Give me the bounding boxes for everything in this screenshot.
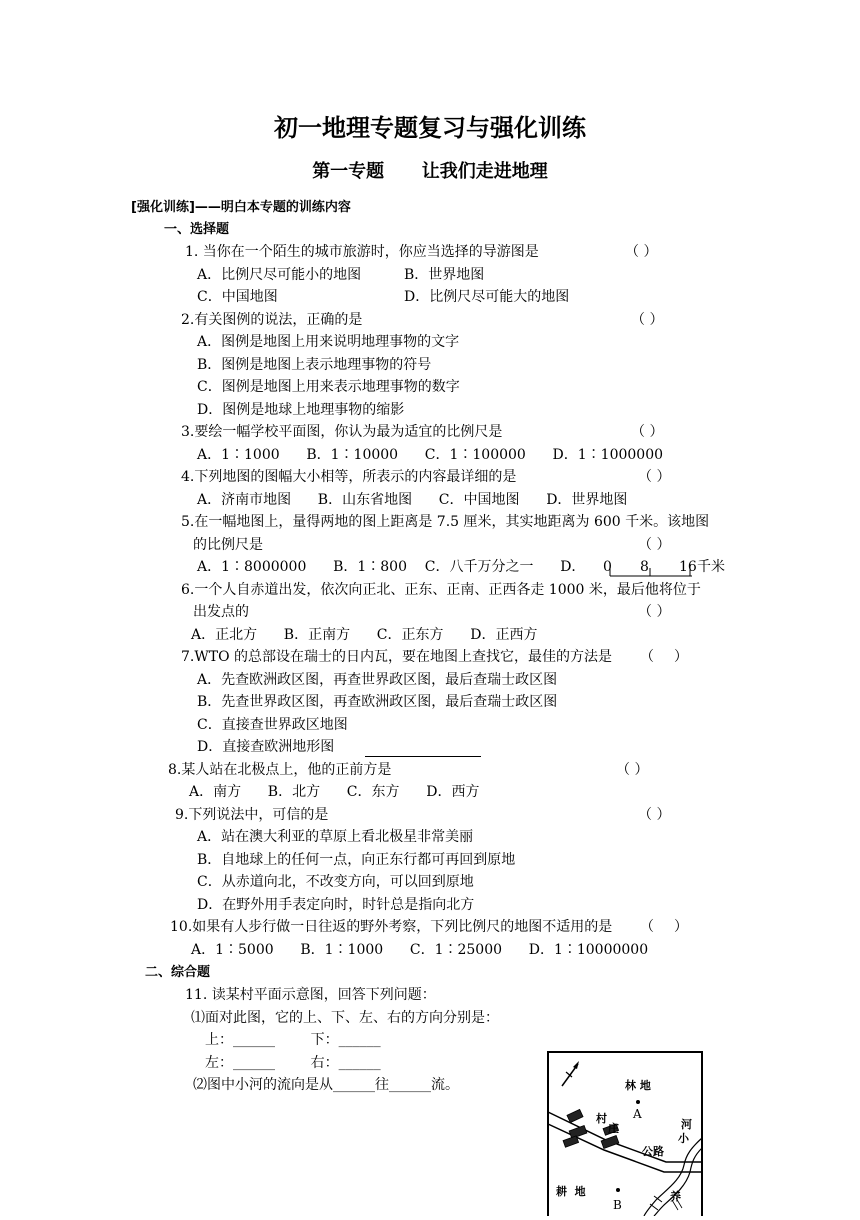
option-1d: D．比例尺尽可能大的地图 [404, 289, 570, 305]
map-label-forest: 林 地 [625, 1079, 651, 1092]
directions-left-right: 左：______ 右：______ [205, 1055, 381, 1071]
map-label-river-1: 河 [681, 1118, 692, 1131]
question-1: 1. 当你在一个陌生的城市旅游时，你应当选择的导游图是 [185, 244, 539, 260]
map-label-point-b: B [613, 1198, 622, 1212]
training-heading: [强化训练]——明白本专题的训练内容 [131, 200, 351, 215]
question-11-part-2: ⑵图中小河的流向是从______往______流。 [193, 1077, 459, 1093]
answer-bracket: （ ） [616, 762, 649, 778]
option-7c: C．直接查世界政区地图 [197, 717, 348, 733]
scale-bar-unit: 千米 [697, 559, 725, 575]
question-5: 5.在一幅地图上，量得两地的图上距离是 7.5 厘米，其实地距离为 600 千米。该地图 [181, 514, 710, 530]
question-3: 3.要绘一幅学校平面图，你认为最为适宜的比例尺是 [181, 424, 503, 440]
answer-bracket-open: （ [640, 919, 654, 935]
option-7d: D．直接查欧洲地形图 [197, 739, 335, 755]
question-2: 2.有关图例的说法，正确的是 [181, 312, 363, 328]
map-label-extra: 养 [670, 1190, 681, 1203]
answer-bracket-close: ） [674, 649, 688, 665]
directions-up-down: 上：______ 下：______ [205, 1032, 381, 1048]
question-4: 4.下列地图的图幅大小相等，所表示的内容最详细的是 [181, 469, 517, 485]
answer-bracket-open: （ [640, 649, 654, 665]
question-11-part-1: ⑴面对此图，它的上、下、左、右的方向分别是： [191, 1010, 499, 1026]
option-9c: C．从赤道向北，不改变方向，可以回到原地 [197, 874, 474, 890]
answer-bracket-close: ） [674, 919, 688, 935]
option-1b: B．世界地图 [404, 267, 485, 283]
options-10: A．1∶5000 B．1∶1000 C．1∶25000 D．1∶10000000 [191, 942, 649, 958]
page-subtitle: 第一专题 让我们走进地理 [312, 161, 548, 182]
option-9d: D．在野外用手表定向时，时针总是指向北方 [197, 897, 475, 913]
map-label-point-a: A [633, 1107, 642, 1121]
question-10: 10.如果有人步行做一日往返的野外考察，下列比例尺的地图不适用的是 [170, 919, 613, 935]
option-7b: B．先查世界政区图，再查欧洲政区图，最后查瑞士政区图 [197, 694, 558, 710]
option-1c: C．中国地图 [197, 289, 278, 305]
options-3: A．1∶1000 B．1∶10000 C．1∶100000 D．1∶1000000 [197, 447, 664, 463]
map-label-village-2: 庄 [608, 1122, 619, 1135]
question-9: 9.下列说法中，可信的是 [175, 807, 329, 823]
question-5-cont: 的比例尺是 [193, 537, 263, 553]
question-11: 11. 读某村平面示意图，回答下列问题： [185, 987, 436, 1003]
option-2d: D．图例是地球上地理事物的缩影 [197, 402, 405, 418]
option-2c: C．图例是地图上用来表示地理事物的数字 [197, 379, 460, 395]
options-5: A．1∶8000000 B．1∶800 C．八千万分之一 D． [197, 559, 586, 575]
scale-bar [606, 562, 696, 580]
map-label-village-1: 村 [596, 1112, 607, 1125]
option-1a: A．比例尺尽可能小的地图 [197, 267, 362, 283]
options-6: A．正北方 B．正南方 C．正东方 D．正西方 [191, 627, 538, 643]
village-map [546, 1050, 706, 1220]
question-6: 6.一个人自赤道出发，依次向正北、正东、正南、正西各走 1000 米，最后他将位于 [181, 582, 701, 598]
map-label-farmland: 耕 地 [556, 1185, 586, 1198]
answer-bracket: （ ） [625, 244, 658, 260]
question-7: 7.WTO 的总部设在瑞士的日内瓦，要在地图上查找它，最佳的方法是 [181, 649, 613, 665]
answer-bracket: （ ） [638, 469, 671, 485]
question-8: 8.某人站在北极点上，他的正前方是 [168, 762, 392, 778]
option-2b: B．图例是地图上表示地理事物的符号 [197, 357, 432, 373]
section-comprehensive-heading: 二、综合题 [145, 965, 211, 980]
underline [365, 756, 481, 757]
scale-bar-label-8: 8 [640, 559, 649, 575]
option-9b: B．自地球上的任何一点，向正东行都可再回到原地 [197, 852, 516, 868]
answer-bracket: （ ） [638, 807, 671, 823]
scale-bar-label-0: 0 [603, 559, 612, 575]
answer-bracket: （ ） [631, 424, 664, 440]
page-title: 初一地理专题复习与强化训练 [274, 114, 586, 142]
options-8: A．南方 B．北方 C．东方 D．西方 [189, 784, 480, 800]
option-9a: A．站在澳大利亚的草原上看北极星非常美丽 [197, 829, 474, 845]
question-6-cont: 出发点的 [193, 604, 249, 620]
option-7a: A．先查欧洲政区图，再查世界政区图，最后查瑞士政区图 [197, 672, 558, 688]
map-label-road: 公路 [642, 1145, 664, 1158]
answer-bracket: （ ） [631, 312, 664, 328]
section-choice-heading: 一、选择题 [164, 222, 230, 237]
answer-bracket: （ ） [638, 604, 671, 620]
options-4: A．济南市地图 B．山东省地图 C．中国地图 D．世界地图 [197, 492, 628, 508]
scale-bar-label-16: 16 [679, 559, 697, 575]
answer-bracket: （ ） [638, 537, 671, 553]
option-2a: A．图例是地图上用来说明地理事物的文字 [197, 334, 460, 350]
map-label-river-2: 小 [678, 1132, 689, 1145]
